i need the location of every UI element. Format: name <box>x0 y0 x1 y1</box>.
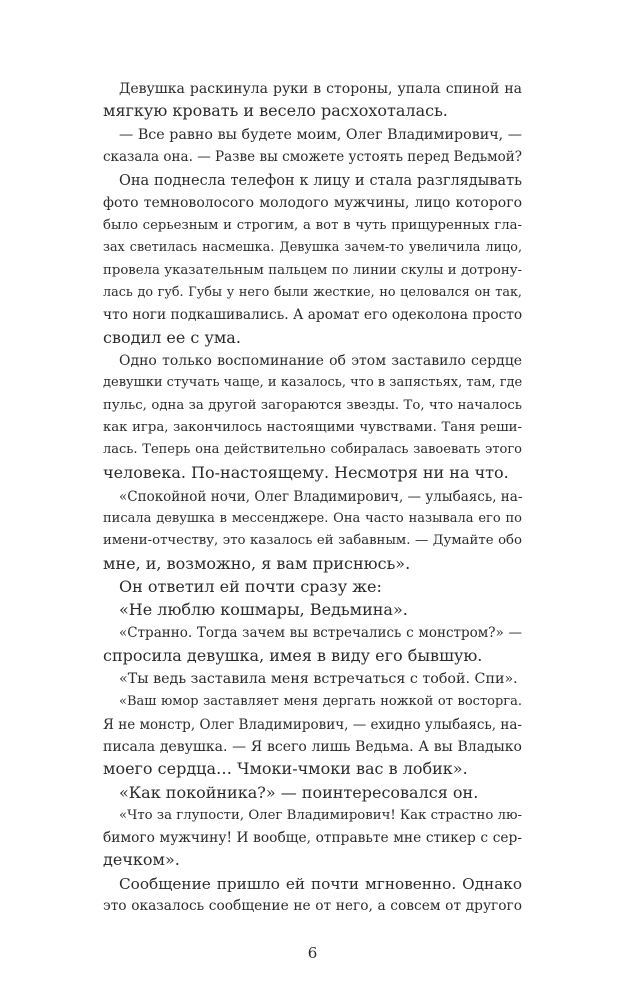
text-line: писала девушка. — Я всего лишь Ведьма. А вы Владыко <box>103 738 522 755</box>
text-line: девушки стучать чаще, и казалось, что в запястьях, там, где <box>103 375 523 391</box>
text-line: Одно только воспоминание об этом заставило сердце <box>119 352 522 369</box>
text-line: провела указательным пальцем по линии скулы и дотрону- <box>103 262 522 278</box>
text-line: спросила девушка, имея в виду его бывшую. <box>103 645 483 665</box>
text-line: Я не монстр, Олег Владимирович, — ехидно улыбаясь, на- <box>103 716 522 733</box>
text-line: Девушка раскинула руки в стороны, упала спиной на <box>119 81 522 97</box>
text-line: имени-отчеству, это казалось ей забавным. — Думайте обо <box>103 533 522 549</box>
text-line: моего сердца… Чмоки-чмоки вас в лобик». <box>103 759 468 779</box>
text-line: сводил ее с ума. <box>103 327 241 347</box>
text-line: это оказалось сообщение не от него, а совсем от другого <box>103 898 522 914</box>
text-line: бимого мужчину! И вообще, отправьте мне стикер с сер- <box>103 830 522 847</box>
text-line: лась до губ. Губы у него были жесткие, но целовался он так, <box>103 284 522 300</box>
text-line: как игра, закончилось настоящими чувствами. Таня реши- <box>103 419 522 435</box>
page-number: 6 <box>307 944 318 962</box>
text-line: сказала она. — Разве вы сможете устоять перед Ведьмой? <box>103 148 522 165</box>
text-line: «Как покойника?» — поинтересовался он. <box>119 782 479 802</box>
text-line: фото темноволосого молодого мужчины, лицо которого <box>103 195 522 212</box>
text-line: — Все равно вы будете моим, Олег Владимирович, — <box>119 126 522 143</box>
text-line: было серьезным и строгим, а вот в чуть прищуренных гла- <box>103 217 522 233</box>
text-line: пульс, одна за другой загораются звезды. То, что началось <box>103 397 522 413</box>
text-line: дечком». <box>103 850 180 870</box>
text-line: «Ваш юмор заставляет меня дергать ножкой от восторга. <box>119 694 522 710</box>
text-line: мягкую кровать и весело расхохоталась. <box>103 101 448 121</box>
text-line: мне, и, возможно, я вам приснюсь». <box>103 553 411 573</box>
text-line: Она поднесла телефон к лицу и стала разглядывать <box>119 173 522 189</box>
text-line: «Странно. Тогда зачем вы встречались с монстром?» — <box>119 625 522 642</box>
text-line: «Спокойной ночи, Олег Владимирович, — улыбаясь, на- <box>119 488 523 505</box>
text-line: лась. Теперь она действительно собиралась завоевать этого <box>103 442 522 458</box>
text-line: «Не люблю кошмары, Ведьмина». <box>119 600 408 620</box>
text-line: Сообщение пришло ей почти мгновенно. Однако <box>119 874 522 893</box>
text-line: Он ответил ей почти сразу же: <box>119 577 382 596</box>
text-line: зах светилась насмешка. Девушка зачем-то увеличила лицо, <box>103 240 522 256</box>
text-line: что ноги подкашивались. А аромат его одеколона просто <box>103 307 523 324</box>
text-line: «Что за глупости, Олег Владимирович! Как страстно лю- <box>119 807 522 823</box>
text-line: писала девушка в мессенджере. Она часто называла его по <box>103 511 522 526</box>
text-line: человека. По-настоящему. Несмотря ни на что. <box>103 462 509 482</box>
text-line: «Ты ведь заставила меня встречаться с тобой. Спи». <box>119 671 518 687</box>
